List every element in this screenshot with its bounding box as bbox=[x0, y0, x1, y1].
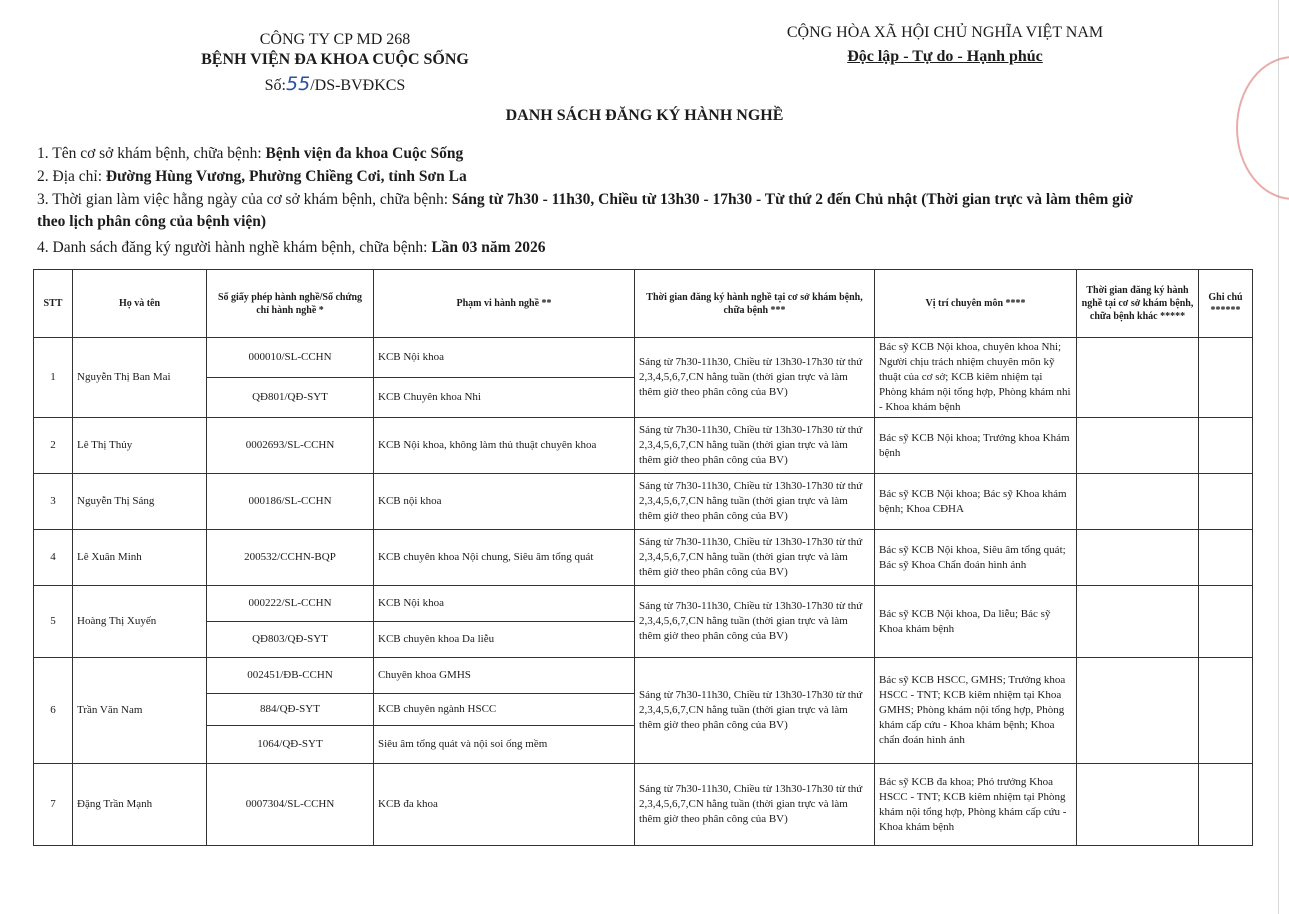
cell-license: QĐ803/QĐ-SYT bbox=[207, 622, 374, 658]
cell-scope: KCB chuyên khoa Nội chung, Siêu âm tổng quát bbox=[374, 530, 635, 586]
cell-stt: 3 bbox=[34, 474, 73, 530]
header-scope: Phạm vi hành nghề ** bbox=[374, 270, 635, 338]
cell-license: QĐ801/QĐ-SYT bbox=[207, 378, 374, 418]
cell-scope: KCB nội khoa bbox=[374, 474, 635, 530]
table-header-row bbox=[34, 270, 1253, 338]
cell-scope: Siêu âm tổng quát và nội soi ống mềm bbox=[374, 726, 635, 764]
cell-license: 1064/QĐ-SYT bbox=[207, 726, 374, 764]
header-position: Vị trí chuyên môn **** bbox=[875, 270, 1077, 338]
cell-stt: 6 bbox=[34, 658, 73, 764]
cell-license: 000222/SL-CCHN bbox=[207, 586, 374, 622]
info-line-1 bbox=[37, 144, 463, 164]
table-row bbox=[34, 474, 1253, 530]
republic-title: CỘNG HÒA XÃ HỘI CHỦ NGHĨA VIỆT NAM bbox=[786, 24, 1104, 41]
cell-note bbox=[1199, 474, 1253, 530]
document-title: DANH SÁCH ĐĂNG KÝ HÀNH NGHỀ bbox=[505, 107, 784, 124]
cell-stt: 5 bbox=[34, 586, 73, 658]
cell-scope: KCB chuyên ngành HSCC bbox=[374, 694, 635, 726]
info-line-1-label: 1. Tên cơ sở khám bệnh, chữa bệnh: bbox=[37, 145, 266, 162]
document-number bbox=[200, 74, 470, 96]
cell-position: Bác sỹ KCB Nội khoa, chuyên khoa Nhi; Người chịu trách nhiệm chuyên môn kỹ thuật của cơ sở; KCB kiêm nhiệm tại Phòng khám nội tổng hợp, Phòng khám nhi - Khoa khám bệnh bbox=[875, 338, 1077, 418]
docno-prefix: Số: bbox=[264, 77, 286, 94]
info-line-3-cont: theo lịch phân công của bệnh viện) bbox=[37, 213, 267, 230]
cell-other bbox=[1077, 474, 1199, 530]
motto bbox=[745, 47, 1145, 67]
info-line-2-label: 2. Địa chỉ: bbox=[37, 168, 106, 185]
cell-license: 0002693/SL-CCHN bbox=[207, 418, 374, 474]
header-time: Thời gian đăng ký hành nghề tại cơ sở khám bệnh, chữa bệnh *** bbox=[635, 270, 875, 338]
cell-other bbox=[1077, 764, 1199, 846]
cell-scope: KCB Chuyên khoa Nhi bbox=[374, 378, 635, 418]
table-row bbox=[34, 764, 1253, 846]
table-row bbox=[34, 418, 1253, 474]
registration-table bbox=[33, 269, 1253, 846]
cell-time: Sáng từ 7h30-11h30, Chiều từ 13h30-17h30 từ thứ 2,3,4,5,6,7,CN hằng tuần (thời gian trực và làm thêm giờ theo phân công của BV) bbox=[635, 338, 875, 418]
cell-note bbox=[1199, 338, 1253, 418]
cell-time: Sáng từ 7h30-11h30, Chiều từ 13h30-17h30 từ thứ 2,3,4,5,6,7,CN hằng tuần (thời gian trực và làm thêm giờ theo phân công của BV) bbox=[635, 418, 875, 474]
cell-license: 200532/CCHN-BQP bbox=[207, 530, 374, 586]
cell-name: Đặng Trần Mạnh bbox=[73, 764, 207, 846]
info-line-2 bbox=[37, 167, 467, 187]
cell-scope: KCB Nội khoa bbox=[374, 586, 635, 622]
table-row bbox=[34, 658, 1253, 694]
cell-note bbox=[1199, 530, 1253, 586]
cell-scope: KCB Nội khoa, không làm thủ thuật chuyên khoa bbox=[374, 418, 635, 474]
cell-time: Sáng từ 7h30-11h30, Chiều từ 13h30-17h30 từ thứ 2,3,4,5,6,7,CN hằng tuần (thời gian trực và làm thêm giờ theo phân công của BV) bbox=[635, 474, 875, 530]
cell-other bbox=[1077, 418, 1199, 474]
header-license: Số giấy phép hành nghề/Số chứng chỉ hành nghề * bbox=[207, 270, 374, 338]
cell-license: 000186/SL-CCHN bbox=[207, 474, 374, 530]
cell-time: Sáng từ 7h30-11h30, Chiều từ 13h30-17h30 từ thứ 2,3,4,5,6,7,CN hằng tuần (thời gian trực và làm thêm giờ theo phân công của BV) bbox=[635, 764, 875, 846]
cell-note bbox=[1199, 418, 1253, 474]
cell-stt: 4 bbox=[34, 530, 73, 586]
cell-position: Bác sỹ KCB HSCC, GMHS; Trưởng khoa HSCC - TNT; KCB kiêm nhiệm tại Khoa GMHS; Phòng khám nội tổng hợp, Phòng khám cấp cứu - Khoa khám bệnh; Khoa chẩn đoán hình ảnh bbox=[875, 658, 1077, 764]
cell-other bbox=[1077, 338, 1199, 418]
cell-other bbox=[1077, 530, 1199, 586]
cell-scope: KCB đa khoa bbox=[374, 764, 635, 846]
cell-time: Sáng từ 7h30-11h30, Chiều từ 13h30-17h30 từ thứ 2,3,4,5,6,7,CN hằng tuần (thời gian trực và làm thêm giờ theo phân công của BV) bbox=[635, 530, 875, 586]
header-other: Thời gian đăng ký hành nghề tại cơ sở khám bệnh, chữa bệnh khác ***** bbox=[1077, 270, 1199, 338]
red-seal-stamp bbox=[1236, 56, 1289, 200]
info-line-3-value: Sáng từ 7h30 - 11h30, Chiều từ 13h30 - 17h30 - Từ thứ 2 đến Chủ nhật (Thời gian trực và làm thêm giờ bbox=[451, 191, 1133, 208]
cell-note bbox=[1199, 764, 1253, 846]
cell-position: Bác sỹ KCB đa khoa; Phó trưởng Khoa HSCC - TNT; KCB kiêm nhiệm tại Phòng khám nội tổng hợp, Phòng khám cấp cứu - Khoa khám bệnh bbox=[875, 764, 1077, 846]
cell-time: Sáng từ 7h30-11h30, Chiều từ 13h30-17h30 từ thứ 2,3,4,5,6,7,CN hằng tuần (thời gian trực và làm thêm giờ theo phân công của BV) bbox=[635, 658, 875, 764]
company-name: CÔNG TY CP MD 268 bbox=[259, 31, 411, 48]
cell-name: Nguyễn Thị Sáng bbox=[73, 474, 207, 530]
info-line-3 bbox=[37, 190, 1133, 210]
cell-position: Bác sỹ KCB Nội khoa, Da liễu; Bác sỹ Khoa khám bệnh bbox=[875, 586, 1077, 658]
cell-note bbox=[1199, 586, 1253, 658]
cell-name: Hoàng Thị Xuyến bbox=[73, 586, 207, 658]
cell-note bbox=[1199, 658, 1253, 764]
docno-number: 55 bbox=[286, 73, 311, 95]
cell-position: Bác sỹ KCB Nội khoa, Siêu âm tổng quát; Bác sỹ Khoa Chẩn đoán hình ảnh bbox=[875, 530, 1077, 586]
cell-stt: 1 bbox=[34, 338, 73, 418]
motto-text: Độc lập - Tự do - Hạnh phúc bbox=[847, 48, 1043, 65]
info-line-4-label: 4. Danh sách đăng ký người hành nghề khám bệnh, chữa bệnh: bbox=[37, 239, 432, 256]
info-line-1-value: Bệnh viện đa khoa Cuộc Sống bbox=[265, 145, 464, 162]
info-line-4 bbox=[37, 238, 545, 258]
hospital-name: BỆNH VIỆN ĐA KHOA CUỘC SỐNG bbox=[201, 51, 469, 68]
docno-suffix: /DS-BVĐKCS bbox=[310, 77, 406, 94]
cell-name: Lê Xuân Minh bbox=[73, 530, 207, 586]
cell-stt: 7 bbox=[34, 764, 73, 846]
cell-license: 0007304/SL-CCHN bbox=[207, 764, 374, 846]
cell-scope: Chuyên khoa GMHS bbox=[374, 658, 635, 694]
cell-name: Nguyễn Thị Ban Mai bbox=[73, 338, 207, 418]
cell-stt: 2 bbox=[34, 418, 73, 474]
cell-license: 002451/ĐB-CCHN bbox=[207, 658, 374, 694]
cell-name: Trần Văn Nam bbox=[73, 658, 207, 764]
cell-other bbox=[1077, 586, 1199, 658]
table-row bbox=[34, 586, 1253, 622]
header-name: Họ và tên bbox=[73, 270, 207, 338]
info-line-2-value: Đường Hùng Vương, Phường Chiềng Cơi, tỉnh Sơn La bbox=[105, 168, 467, 185]
cell-time: Sáng từ 7h30-11h30, Chiều từ 13h30-17h30 từ thứ 2,3,4,5,6,7,CN hằng tuần (thời gian trực và làm thêm giờ theo phân công của BV) bbox=[635, 586, 875, 658]
table-row bbox=[34, 530, 1253, 586]
table-row bbox=[34, 338, 1253, 378]
info-line-4-value: Lần 03 năm 2026 bbox=[431, 239, 546, 256]
cell-license: 884/QĐ-SYT bbox=[207, 694, 374, 726]
cell-scope: KCB Nội khoa bbox=[374, 338, 635, 378]
cell-license: 000010/SL-CCHN bbox=[207, 338, 374, 378]
info-line-3-label: 3. Thời gian làm việc hằng ngày của cơ sở khám bệnh, chữa bệnh: bbox=[37, 191, 452, 208]
cell-scope: KCB chuyên khoa Da liễu bbox=[374, 622, 635, 658]
cell-name: Lê Thị Thủy bbox=[73, 418, 207, 474]
cell-other bbox=[1077, 658, 1199, 764]
header-note: Ghi chú ****** bbox=[1199, 270, 1253, 338]
cell-position: Bác sỹ KCB Nội khoa; Trưởng khoa Khám bệnh bbox=[875, 418, 1077, 474]
cell-position: Bác sỹ KCB Nội khoa; Bác sỹ Khoa khám bệnh; Khoa CĐHA bbox=[875, 474, 1077, 530]
header-stt: STT bbox=[34, 270, 73, 338]
